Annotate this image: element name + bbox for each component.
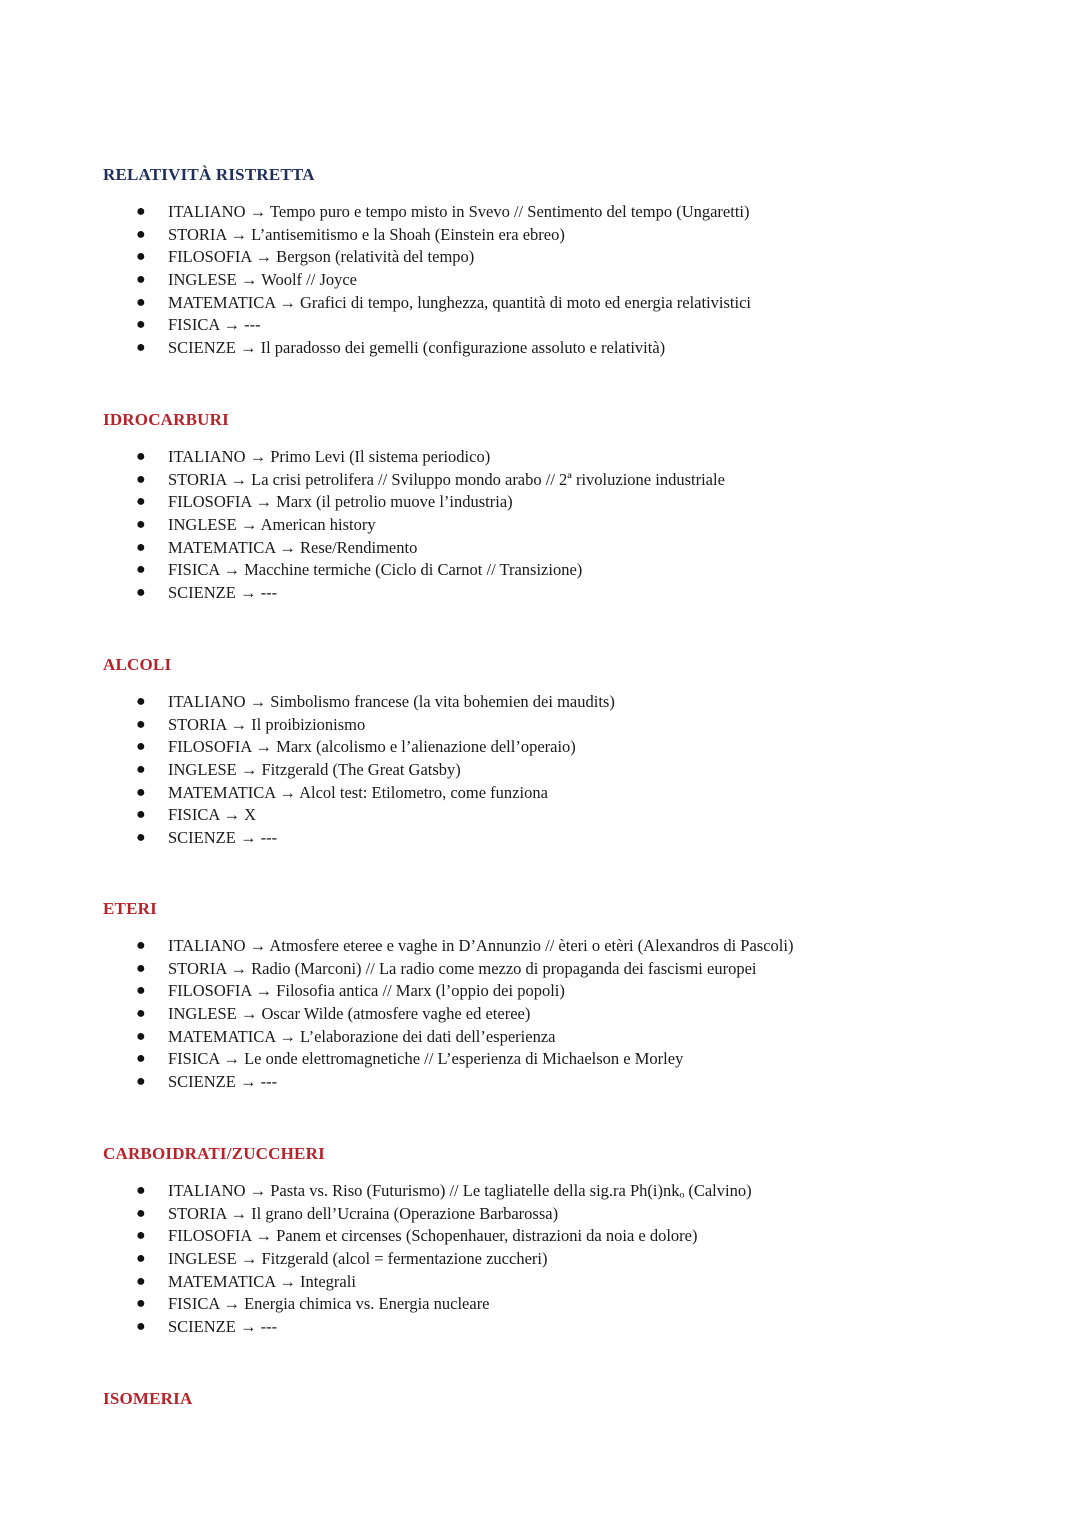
- list-item: [103, 1293, 1003, 1316]
- list-item: [103, 491, 1003, 514]
- section-eteri: [103, 898, 1003, 1094]
- bullet-icon: ●: [136, 1050, 146, 1068]
- list-item: [103, 804, 1003, 827]
- bullet-icon: ●: [136, 783, 146, 801]
- bullet-icon: ●: [136, 538, 146, 556]
- bullet-icon: ●: [136, 448, 146, 465]
- topic-list: [103, 201, 1003, 360]
- bullet-icon: ●: [136, 1027, 146, 1045]
- list-item: [103, 782, 1003, 805]
- list-item-text: STORIA → Il proibizionismo: [168, 714, 366, 734]
- list-item: [103, 980, 1003, 1003]
- list-item-text: STORIA → La crisi petrolifera // Sviluppo mondo arabo // 2ª rivoluzione industriale: [168, 469, 725, 489]
- list-item-text: FILOSOFIA → Bergson (relatività del tempo): [168, 247, 475, 267]
- bullet-icon: ●: [136, 561, 146, 579]
- list-item-text: STORIA → Il grano dell’Ucraina (Operazione Barbarossa): [168, 1203, 559, 1223]
- list-item: [103, 269, 1003, 292]
- list-item: [103, 1071, 1003, 1094]
- bullet-icon: ●: [136, 293, 146, 311]
- bullet-icon: ●: [136, 493, 146, 511]
- bullet-icon: ●: [136, 339, 146, 357]
- list-item: [103, 736, 1003, 759]
- bullet-icon: ●: [136, 1272, 146, 1290]
- topic-list: [103, 935, 1003, 1094]
- bullet-icon: ●: [136, 1227, 146, 1245]
- bullet-icon: ●: [136, 761, 146, 779]
- section-title: ETERI: [103, 899, 157, 918]
- bullet-icon: ●: [136, 1182, 146, 1199]
- list-item: [103, 292, 1003, 315]
- list-item-text: FISICA → Le onde elettromagnetiche // L’esperienza di Michaelson e Morley: [168, 1049, 684, 1069]
- section-title: RELATIVITÀ RISTRETTA: [103, 165, 315, 184]
- list-item: [103, 1180, 1003, 1203]
- section-title: ALCOLI: [103, 655, 172, 674]
- list-item: [103, 1003, 1003, 1026]
- list-item: [103, 1271, 1003, 1294]
- list-item-text: SCIENZE → ---: [168, 1072, 278, 1092]
- list-item: [103, 1248, 1003, 1271]
- bullet-icon: ●: [136, 1318, 146, 1336]
- topic-list: [103, 446, 1003, 605]
- bullet-icon: ●: [136, 1005, 146, 1023]
- list-item-text: FISICA → X: [168, 805, 257, 825]
- list-item-text: FISICA → Macchine termiche (Ciclo di Carnot // Transizione): [168, 560, 583, 580]
- bullet-icon: ●: [136, 1250, 146, 1268]
- section-carboidrati: [103, 1143, 1003, 1339]
- list-item-text: ITALIANO → Primo Levi (Il sistema periodico): [168, 447, 491, 466]
- list-item: [103, 935, 1003, 958]
- list-item-text: STORIA → L’antisemitismo e la Shoah (Einstein era ebreo): [168, 224, 565, 244]
- list-item-text: ITALIANO → Atmosfere eteree e vaghe in D’Annunzio // èteri o etèri (Alexandros di Pascoli): [168, 936, 794, 955]
- list-item-text: MATEMATICA → Integrali: [168, 1271, 356, 1291]
- list-item: [103, 201, 1003, 224]
- list-item-text: SCIENZE → ---: [168, 1317, 278, 1337]
- list-item-text: FISICA → ---: [168, 315, 261, 335]
- section-alcoli: [103, 654, 1003, 850]
- bullet-icon: ●: [136, 693, 146, 710]
- section-title: CARBOIDRATI/ZUCCHERI: [103, 1144, 325, 1163]
- bullet-icon: ●: [136, 470, 146, 488]
- list-item-text: FILOSOFIA → Filosofia antica // Marx (l’oppio dei popoli): [168, 981, 565, 1001]
- list-item-text: FISICA → Energia chimica vs. Energia nucleare: [168, 1294, 490, 1314]
- list-item-text: FILOSOFIA → Panem et circenses (Schopenhauer, distrazioni da noia e dolore): [168, 1226, 698, 1246]
- bullet-icon: ●: [136, 271, 146, 289]
- topic-list: [103, 691, 1003, 850]
- list-item-text: ITALIANO → Simbolismo francese (la vita bohemien dei maudits): [168, 692, 615, 711]
- bullet-icon: ●: [136, 225, 146, 243]
- list-item-text: ITALIANO → Tempo puro e tempo misto in Svevo // Sentimento del tempo (Ungaretti): [168, 202, 750, 221]
- bullet-icon: ●: [136, 584, 146, 602]
- bullet-icon: ●: [136, 829, 146, 847]
- list-item: [103, 246, 1003, 269]
- list-item-text: INGLESE → Oscar Wilde (atmosfere vaghe ed eteree): [168, 1004, 531, 1024]
- bullet-icon: ●: [136, 1204, 146, 1222]
- list-item: [103, 1316, 1003, 1339]
- list-item: [103, 827, 1003, 850]
- section-isomeria: [103, 1388, 1003, 1410]
- bullet-icon: ●: [136, 715, 146, 733]
- list-item: [103, 691, 1003, 714]
- list-item: [103, 224, 1003, 247]
- list-item: [103, 958, 1003, 981]
- list-item-text: FILOSOFIA → Marx (il petrolio muove l’industria): [168, 492, 513, 512]
- list-item-text: INGLESE → Woolf // Joyce: [168, 270, 358, 290]
- bullet-icon: ●: [136, 937, 146, 954]
- list-item: [103, 537, 1003, 560]
- list-item-text: MATEMATICA → Rese/Rendimento: [168, 537, 418, 557]
- bullet-icon: ●: [136, 1073, 146, 1091]
- list-item: [103, 337, 1003, 360]
- list-item: [103, 582, 1003, 605]
- list-item: [103, 1225, 1003, 1248]
- bullet-icon: ●: [136, 1295, 146, 1313]
- section-title: IDROCARBURI: [103, 410, 229, 429]
- bullet-icon: ●: [136, 316, 146, 334]
- section-title: ISOMERIA: [103, 1389, 193, 1408]
- list-item-text: SCIENZE → ---: [168, 583, 278, 603]
- list-item: [103, 514, 1003, 537]
- list-item-text: MATEMATICA → Alcol test: Etilometro, come funziona: [168, 782, 548, 802]
- bullet-icon: ●: [136, 806, 146, 824]
- bullet-icon: ●: [136, 959, 146, 977]
- topic-list: [103, 1180, 1003, 1339]
- list-item-text: ITALIANO → Pasta vs. Riso (Futurismo) // Le tagliatelle della sig.ra Ph(i)nkₒ (Calvino): [168, 1181, 752, 1200]
- bullet-icon: ●: [136, 203, 146, 220]
- list-item-text: INGLESE → American history: [168, 515, 376, 535]
- list-item: [103, 469, 1003, 492]
- bullet-icon: ●: [136, 516, 146, 534]
- list-item: [103, 1048, 1003, 1071]
- list-item-text: STORIA → Radio (Marconi) // La radio come mezzo di propaganda dei fascismi europei: [168, 958, 757, 978]
- bullet-icon: ●: [136, 248, 146, 266]
- list-item-text: FILOSOFIA → Marx (alcolismo e l’alienazione dell’operaio): [168, 737, 576, 757]
- list-item: [103, 1026, 1003, 1049]
- list-item-text: INGLESE → Fitzgerald (The Great Gatsby): [168, 760, 461, 780]
- list-item-text: SCIENZE → ---: [168, 828, 278, 848]
- list-item: [103, 759, 1003, 782]
- list-item: [103, 559, 1003, 582]
- list-item-text: INGLESE → Fitzgerald (alcol = fermentazione zuccheri): [168, 1249, 548, 1269]
- list-item-text: SCIENZE → Il paradosso dei gemelli (configurazione assoluto e relatività): [168, 338, 666, 358]
- section-relativita: [103, 164, 1003, 360]
- list-item-text: MATEMATICA → L’elaborazione dei dati dell’esperienza: [168, 1026, 556, 1046]
- bullet-icon: ●: [136, 982, 146, 1000]
- section-idrocarburi: [103, 409, 1003, 605]
- bullet-icon: ●: [136, 738, 146, 756]
- list-item: [103, 446, 1003, 469]
- list-item: [103, 1203, 1003, 1226]
- list-item: [103, 714, 1003, 737]
- list-item: [103, 314, 1003, 337]
- list-item-text: MATEMATICA → Grafici di tempo, lunghezza, quantità di moto ed energia relativistici: [168, 292, 752, 312]
